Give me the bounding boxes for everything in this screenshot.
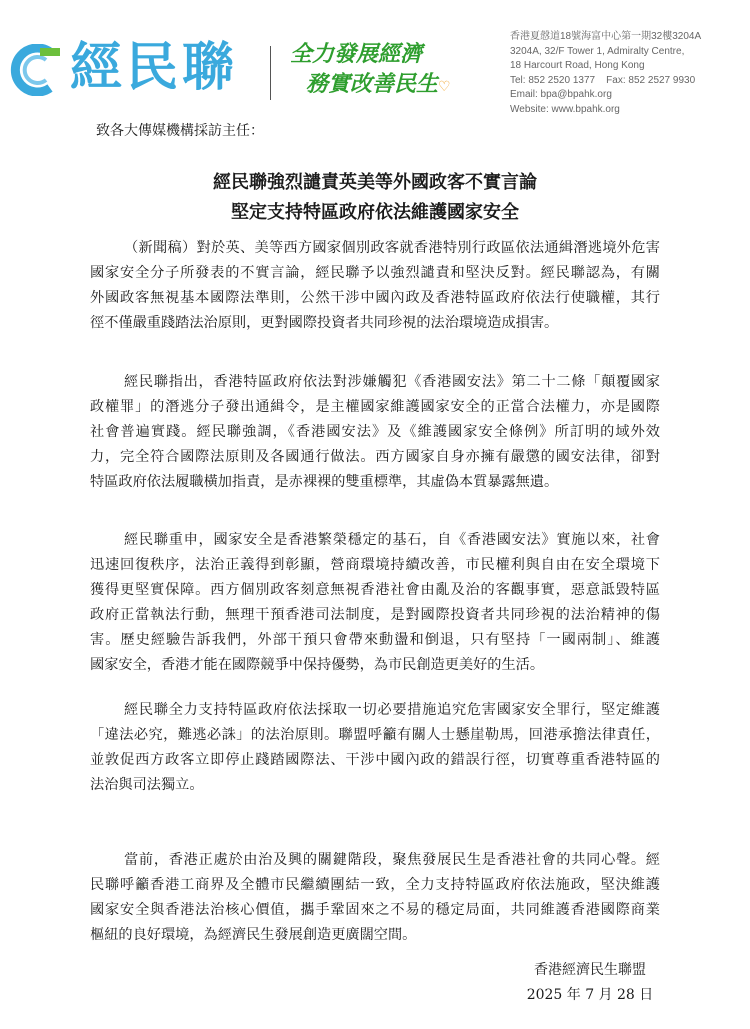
paragraph-line: 害。歷史經驗告訴我們，外部干預只會帶來動盪和倒退，只有堅持「一國兩制」、維護 [90, 632, 660, 648]
paragraph-line: （新聞稿）對於英、美等西方國家個別政客就香港特別行政區依法通緝潛逃境外危害 [124, 240, 660, 256]
paragraph-line: 外國政客無視基本國際法準則，公然干涉中國內政及香港特區政府依法行使職權，其行 [90, 290, 660, 306]
paragraph-line: 經民聯指出，香港特區政府依法對涉嫌觸犯《香港國安法》第二十二條「顛覆國家 [124, 374, 660, 390]
address-line: 18 Harcourt Road, Hong Kong [510, 60, 645, 71]
paragraph-line: 政府正當執法行動，無理干預香港司法制度，是對國際投資者共同珍視的法治精神的傷 [90, 607, 660, 623]
paragraph-line: 法治與司法獨立。 [90, 777, 204, 793]
heart-icon: ♡ [438, 79, 451, 95]
paragraph-line: 經民聯全力支持特區政府依法採取一切必要措施追究危害國家安全罪行，堅定維護 [124, 702, 660, 718]
paragraph-line: 特區政府依法履職橫加指責，是赤裸裸的雙重標準，其虛偽本質暴露無遺。 [90, 474, 559, 490]
slogan-line-1: 全力發展經濟 [290, 42, 423, 67]
slogan-line-2 [290, 70, 451, 102]
paragraph-line: 力，完全符合國際法原則及各國通行做法。西方國家自身亦擁有嚴懲的國安法律，卻對 [90, 449, 660, 465]
address-block [510, 30, 701, 117]
slogan [290, 40, 451, 102]
signature-date: 2025 年 7 月 28 日 [526, 987, 654, 1003]
paragraph-line: 獲得更堅實保障。西方個別政客刻意無視香港社會由亂及治的客觀事實，惡意詆毀特區 [90, 582, 660, 598]
document-title [0, 168, 750, 228]
title-line-1: 經民聯強烈譴責英美等外國政客不實言論 [213, 172, 537, 193]
paragraph-1 [90, 236, 660, 336]
signature [520, 958, 660, 1008]
phone-fax: Tel: 852 2520 1377 Fax: 852 2527 9930 [510, 74, 696, 86]
paragraph-2 [90, 370, 660, 495]
paragraph-line: 徑不僅嚴重踐踏法治原則，更對國際投資者共同珍視的法治環境造成損害。 [90, 315, 559, 331]
paragraph-line: 經民聯重申，國家安全是香港繁榮穩定的基石，自《香港國安法》實施以來，社會 [124, 532, 660, 548]
paragraph-line: 國家安全與香港法治核心價值，攜手鞏固來之不易的穩定局面，共同維護香港國際商業 [90, 902, 660, 918]
paragraph-line: 「違法必究，難逃必誅」的法治原則。聯盟呼籲有關人士懸崖勒馬，回港承擔法律責任， [90, 727, 660, 743]
paragraph-line: 政權罪」的潛逃分子發出通緝令，是主權國家維護國家安全的正當合法權力，亦是國際 [90, 399, 660, 415]
salutation: 致各大傳媒機構採訪主任： [96, 123, 264, 139]
slogan-line-2-text: 務實改善民生 [306, 72, 439, 97]
email: Email: bpa@bpahk.org [510, 89, 612, 100]
logo-divider [270, 46, 271, 100]
paragraph-line: 並敦促西方政客立即停止踐踏國際法、干涉中國內政的錯誤行徑，切實尊重香港特區的 [90, 752, 660, 768]
paragraph-line: 當前，香港正處於由治及興的關鍵階段，聚焦發展民生是香港社會的共同心聲。經 [124, 852, 660, 868]
bpa-logo-icon [10, 44, 62, 96]
paragraph-line: 國家安全分子所發表的不實言論，經民聯予以強烈譴責和堅決反對。經民聯認為，有關 [90, 265, 660, 281]
logo-text: 經民聯 [70, 38, 239, 98]
address-line: 3204A, 32/F Tower 1, Admiralty Centre, [510, 45, 685, 57]
paragraph-line: 國家安全，香港才能在國際競爭中保持優勢，為市民創造更美好的生活。 [90, 657, 545, 673]
paragraph-line: 民聯呼籲香港工商界及全體市民繼續團結一致，全力支持特區政府依法施政，堅決維護 [90, 877, 660, 893]
paragraph-line: 迅速回復秩序，法治正義得到彰顯，營商環境持續改善，市民權利與自由在安全環境下 [90, 557, 660, 573]
website: Website: www.bpahk.org [510, 103, 620, 115]
paragraph-line: 社會普遍實踐。經民聯強調，《香港國安法》及《維護國家安全條例》所訂明的域外效 [90, 424, 660, 440]
paragraph-line: 樞紐的良好環境，為經濟民生發展創造更廣闊空間。 [90, 927, 417, 943]
paragraph-4 [90, 698, 660, 798]
address-line: 香港夏慤道18號海富中心第一期32樓3204A [510, 31, 702, 42]
signature-organization: 香港經濟民生聯盟 [534, 962, 646, 978]
title-line-2: 堅定支持特區政府依法維護國家安全 [231, 202, 519, 223]
paragraph-3 [90, 528, 660, 678]
paragraph-5 [90, 848, 660, 948]
